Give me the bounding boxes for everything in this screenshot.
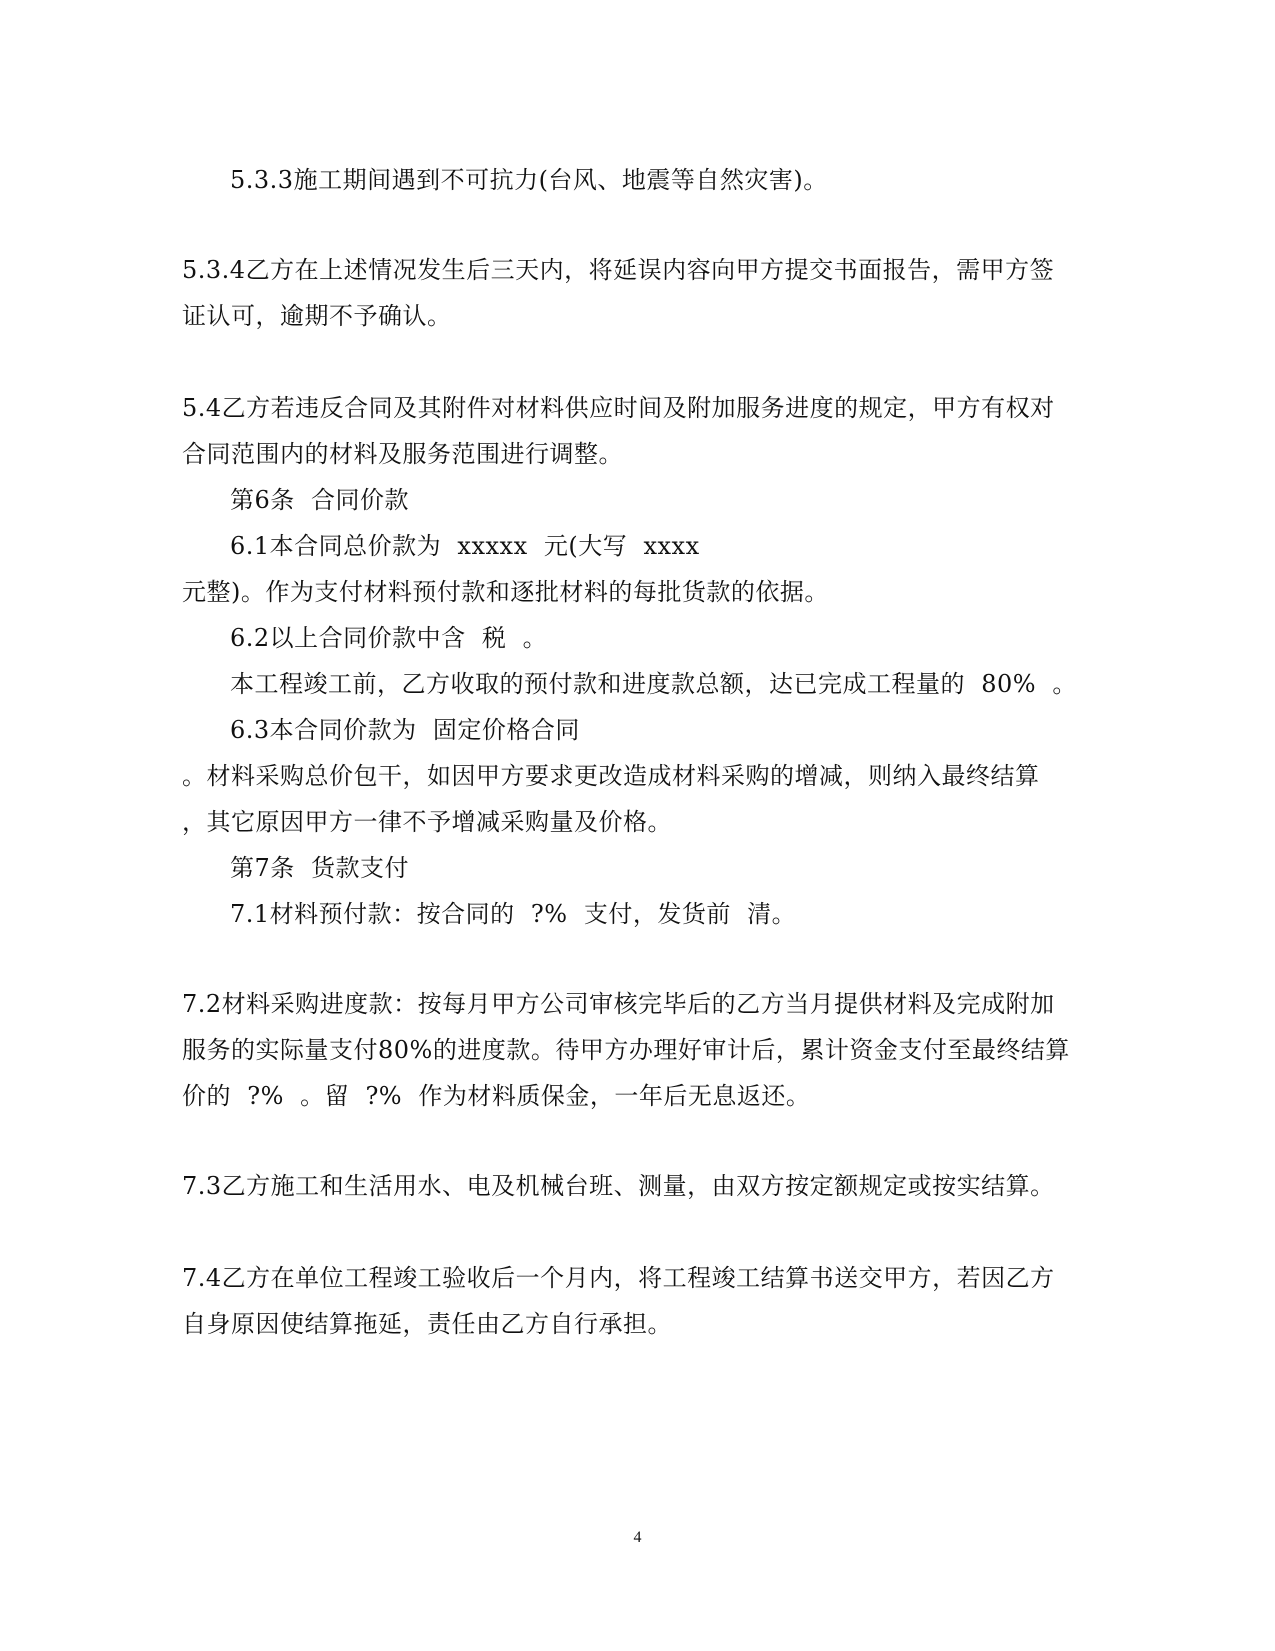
clause-7-4-line-2: 自身原因使结算拖延，责任由乙方自行承担。 — [182, 1310, 672, 1338]
clause-5-3-4-line-1: 5.3.4乙方在上述情况发生后三天内，将延误内容向甲方提交书面报告，需甲方签 — [182, 256, 1055, 284]
clause-5-3-4-line-2: 证认可，逾期不予确认。 — [182, 302, 452, 330]
page-number: 4 — [633, 1529, 642, 1546]
clause-6-1-line-1: 6.1本合同总价款为 xxxxx 元(大写 xxxx — [230, 532, 700, 560]
clause-6-3-line-2: 。材料采购总价包干，如因甲方要求更改造成材料采购的增减，则纳入最终结算 — [182, 762, 1040, 790]
clause-7-2-line-1: 7.2材料采购进度款：按每月甲方公司审核完毕后的乙方当月提供材料及完成附加 — [182, 990, 1055, 1018]
clause-7-3: 7.3乙方施工和生活用水、电及机械台班、测量，由双方按定额规定或按实结算。 — [182, 1172, 1055, 1200]
clause-5-4-line-2: 合同范围内的材料及服务范围进行调整。 — [182, 440, 623, 468]
clause-7-1: 7.1材料预付款：按合同的 ?% 支付，发货前 清。 — [230, 900, 797, 928]
clause-6-3-line-3: ，其它原因甲方一律不予增减采购量及价格。 — [182, 808, 672, 836]
section-7-heading: 第7条 货款支付 — [230, 854, 410, 882]
clause-6-2: 6.2以上合同价款中含 税 。 — [230, 624, 548, 652]
clause-6-1-line-2: 元整)。作为支付材料预付款和逐批材料的每批货款的依据。 — [182, 578, 829, 606]
clause-7-4-line-1: 7.4乙方在单位工程竣工验收后一个月内，将工程竣工结算书送交甲方，若因乙方 — [182, 1264, 1055, 1292]
clause-6-3-line-1: 6.3本合同价款为 固定价格合同 — [230, 716, 580, 744]
clause-6-2-note: 本工程竣工前，乙方收取的预付款和进度款总额，达已完成工程量的 80% 。 — [230, 670, 1077, 698]
clause-7-2-line-3: 价的 ?% 。留 ?% 作为材料质保金，一年后无息返还。 — [182, 1082, 811, 1110]
clause-5-4-line-1: 5.4乙方若违反合同及其附件对材料供应时间及附加服务进度的规定，甲方有权对 — [182, 394, 1055, 422]
clause-7-2-line-2: 服务的实际量支付80%的进度款。待甲方办理好审计后，累计资金支付至最终结算 — [182, 1036, 1070, 1064]
clause-5-3-3: 5.3.3施工期间遇到不可抗力(台风、地震等自然灾害)。 — [230, 166, 828, 194]
section-6-heading: 第6条 合同价款 — [230, 486, 410, 514]
